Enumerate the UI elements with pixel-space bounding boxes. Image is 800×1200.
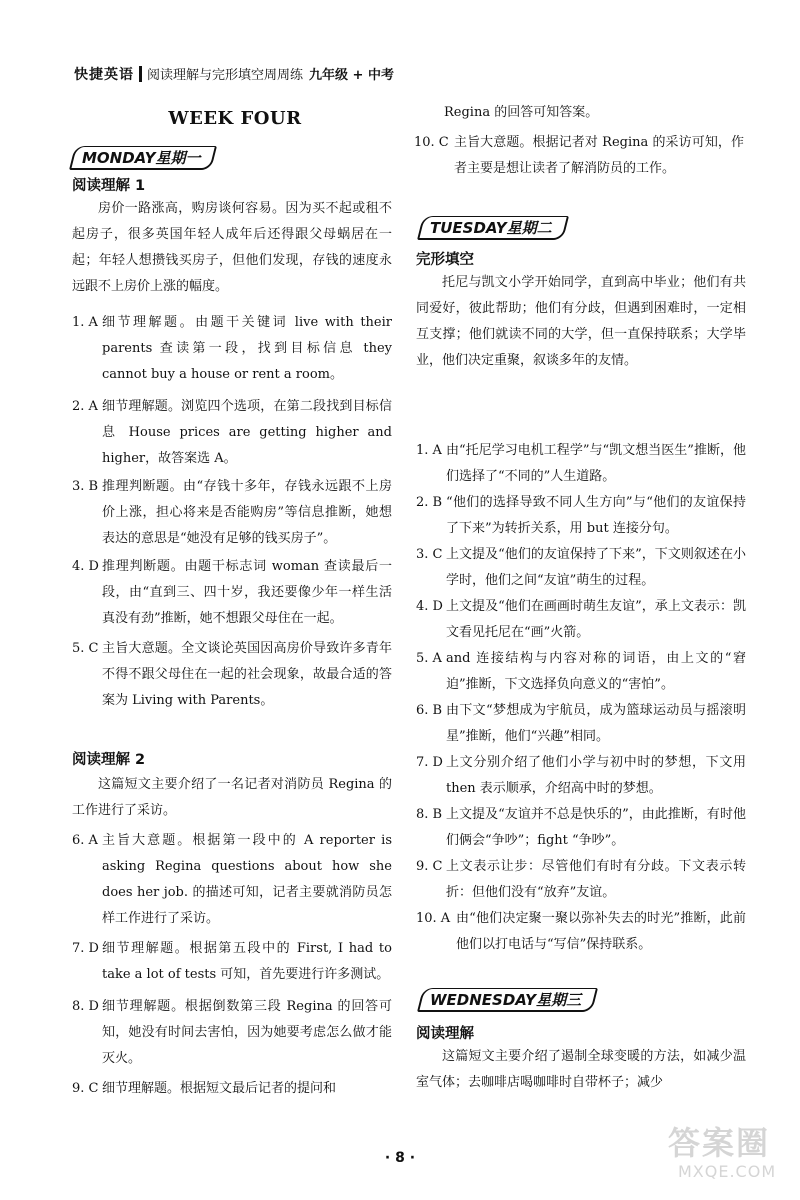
answer-text: 上文表示让步：尽管他们有时有分歧。下文表示转折：但他们没有“放弃”友谊。 <box>446 859 746 900</box>
header-subtitle: 阅读理解与完形填空周周练 <box>147 68 304 83</box>
answer-number: 10. A <box>416 911 451 926</box>
header-divider <box>139 66 142 82</box>
answer-item <box>416 646 746 698</box>
answer-text: 主旨大意题。根据记者对 Regina 的采访可知，作者主要是想让读者了解消防员的工作。 <box>454 135 744 176</box>
answer-item <box>416 438 746 490</box>
answer-number: 3. C <box>416 547 443 562</box>
answer-number: 9. C <box>416 859 443 874</box>
week-title: WEEK FOUR <box>168 108 302 129</box>
answer-text: “他们的选择导致不同人生方向”与“他们的友谊保持了下来”为转折关系，用 but 连接分句。 <box>446 495 746 536</box>
reading1-title: 阅读理解 1 <box>72 178 146 194</box>
answer-text: 细节理解题。由题干关键词 live with their parents 查读第一段，找到目标信息 they cannot buy a house or rent a room。 <box>102 315 392 382</box>
reading2-intro: 这篇短文主要介绍了一名记者对消防员 Regina 的工作进行了采访。 <box>72 777 392 818</box>
answer-item <box>416 594 746 646</box>
answer-text: 主旨大意题。全文谈论英国因高房价导致许多青年不得不跟父母住在一起的社会现象，故最合适的答案为 Living with Parents。 <box>102 641 392 708</box>
answer-number: 6. A <box>72 833 98 848</box>
reading2-title: 阅读理解 2 <box>72 752 146 768</box>
answer-text: 上文提及“友谊并不总是快乐的”，由此推断，有时他们俩会“争吵”；fight “争吵”。 <box>446 807 746 848</box>
tuesday-tag <box>420 214 566 242</box>
answer-number: 1. A <box>72 315 98 330</box>
wednesday-reading-title: 阅读理解 <box>416 1026 474 1042</box>
answer-text: 推理判断题。由“存钱十多年，存钱永远跟不上房价上涨，担心将来是否能购房”等信息推断，她想表达的意思是“她没有足够的钱买房子”。 <box>102 479 392 546</box>
answer-item <box>416 542 746 594</box>
monday-tag-cn: 星期一 <box>155 149 201 167</box>
answer-item <box>72 994 392 1072</box>
answer-item <box>416 698 746 750</box>
answer-number: 8. D <box>72 999 99 1014</box>
answer-item <box>416 490 746 542</box>
monday-tag-en: MONDAY <box>82 149 156 167</box>
answer-item <box>72 474 392 552</box>
continued-text: Regina 的回答可知答案。 <box>444 105 599 120</box>
answer-number: 9. C <box>72 1081 99 1096</box>
answer-item <box>72 936 392 988</box>
answer-number: 8. B <box>416 807 443 822</box>
answer-text: 由下文“梦想成为宇航员，成为篮球运动员与摇滚明星”推断，他们“兴趣”相同。 <box>446 703 746 744</box>
watermark-logo <box>668 1118 778 1188</box>
wednesday-tag <box>420 986 595 1014</box>
monday-tag <box>72 144 214 172</box>
answer-text: 主旨大意题。根据第一段中的 A reporter is asking Regina questions about how she does her job. 的描述可知，记者主要就消防员怎样工作进行了采访。 <box>102 833 392 926</box>
page-number: · 8 · <box>384 1150 416 1166</box>
running-header <box>74 64 434 86</box>
answer-number: 7. D <box>416 755 443 770</box>
cloze-intro: 托尼与凯文小学开始同学，直到高中毕业；他们有共同爱好，彼此帮助；他们有分歧，但遇到困难时，一定相互支撑；他们就读不同的大学，但一直保持联系；大学毕业，他们决定重聚，叙谈多年的友情。 <box>416 275 746 368</box>
answer-text: 细节理解题。根据倒数第三段 Regina 的回答可知，她没有时间去害怕，因为她要考虑怎么做才能灭火。 <box>102 999 392 1066</box>
reading1-intro: 房价一路涨高，购房谈何容易。因为买不起或租不起房子，很多英国年轻人成年后还得跟父母蜗居在一起；年轻人想攒钱买房子，但他们发现，存钱的速度永远跟不上房价上涨的幅度。 <box>72 201 392 294</box>
answer-item <box>72 636 392 714</box>
answer-text: 细节理解题。浏览四个选项，在第二段找到目标信息 House prices are getting higher and higher，故答案选 A。 <box>102 399 392 466</box>
answer-item <box>416 802 746 854</box>
answer-number: 5. C <box>72 641 99 656</box>
brand-logo: 快捷英语 <box>74 67 134 83</box>
answer-text: 由“托尼学习电机工程学”与“凯文想当医生”推断，他们选择了“不同的”人生道路。 <box>446 443 746 484</box>
watermark-line2: MXQE.COM <box>678 1162 777 1181</box>
answer-number: 6. B <box>416 703 443 718</box>
answer-item <box>416 854 746 906</box>
cloze-title: 完形填空 <box>416 252 474 268</box>
answer-item <box>72 310 392 388</box>
answer-text: 由“他们决定聚一聚以弥补失去的时光”推断，此前他们以打电话与“写信”保持联系。 <box>456 911 746 952</box>
answer-text: 上文分别介绍了他们小学与初中时的梦想，下文用 then 表示顺承，介绍高中时的梦想。 <box>446 755 746 796</box>
answer-text: 上文提及“他们在画画时萌生友谊”，承上文表示：凯文看见托尼在“画”火箭。 <box>446 599 746 640</box>
wednesday-tag-cn: 星期三 <box>536 991 582 1009</box>
answer-number: 5. A <box>416 651 442 666</box>
answer-number: 1. A <box>416 443 442 458</box>
tuesday-tag-cn: 星期二 <box>506 219 552 237</box>
answer-item <box>416 906 746 958</box>
answer-text: 细节理解题。根据短文最后记者的提问和 <box>102 1081 337 1096</box>
wednesday-tag-en: WEDNESDAY <box>430 991 537 1009</box>
wednesday-intro: 这篇短文主要介绍了遏制全球变暖的方法，如减少温室气体；去咖啡店喝咖啡时自带杯子；减少 <box>416 1049 746 1090</box>
answer-number: 7. D <box>72 941 99 956</box>
answer-text: 上文提及“他们的友谊保持了下来”，下文则叙述在小学时，他们之间“友谊”萌生的过程。 <box>446 547 746 588</box>
answer-number: 4. D <box>72 559 99 574</box>
answer-item <box>416 750 746 802</box>
answer-text: 细节理解题。根据第五段中的 First, I had to take a lot of tests 可知，首先要进行许多测试。 <box>102 941 392 982</box>
tuesday-tag-en: TUESDAY <box>430 219 507 237</box>
answer-number: 2. B <box>416 495 443 510</box>
answer-item <box>72 394 392 472</box>
answer-text: 推理判断题。由题干标志词 woman 查读最后一段，由“直到三、四十岁，我还要像少年一样生活真没有劲”推断，她不想跟父母住在一起。 <box>102 559 392 626</box>
answer-item <box>72 554 392 632</box>
answer-text: and 连接结构与内容对称的词语，由上文的“窘迫”推断，下文选择负向意义的“害怕”。 <box>446 651 746 692</box>
answer-item <box>72 828 392 932</box>
header-grade: 九年级 + 中考 <box>309 68 394 83</box>
answer-number: 10. C <box>414 135 449 150</box>
answer-number: 2. A <box>72 399 98 414</box>
answer-number: 4. D <box>416 599 443 614</box>
watermark-line1: 答案圈 <box>668 1124 771 1162</box>
answer-item <box>414 130 744 182</box>
answer-item <box>72 1076 392 1102</box>
answer-number: 3. B <box>72 479 99 494</box>
